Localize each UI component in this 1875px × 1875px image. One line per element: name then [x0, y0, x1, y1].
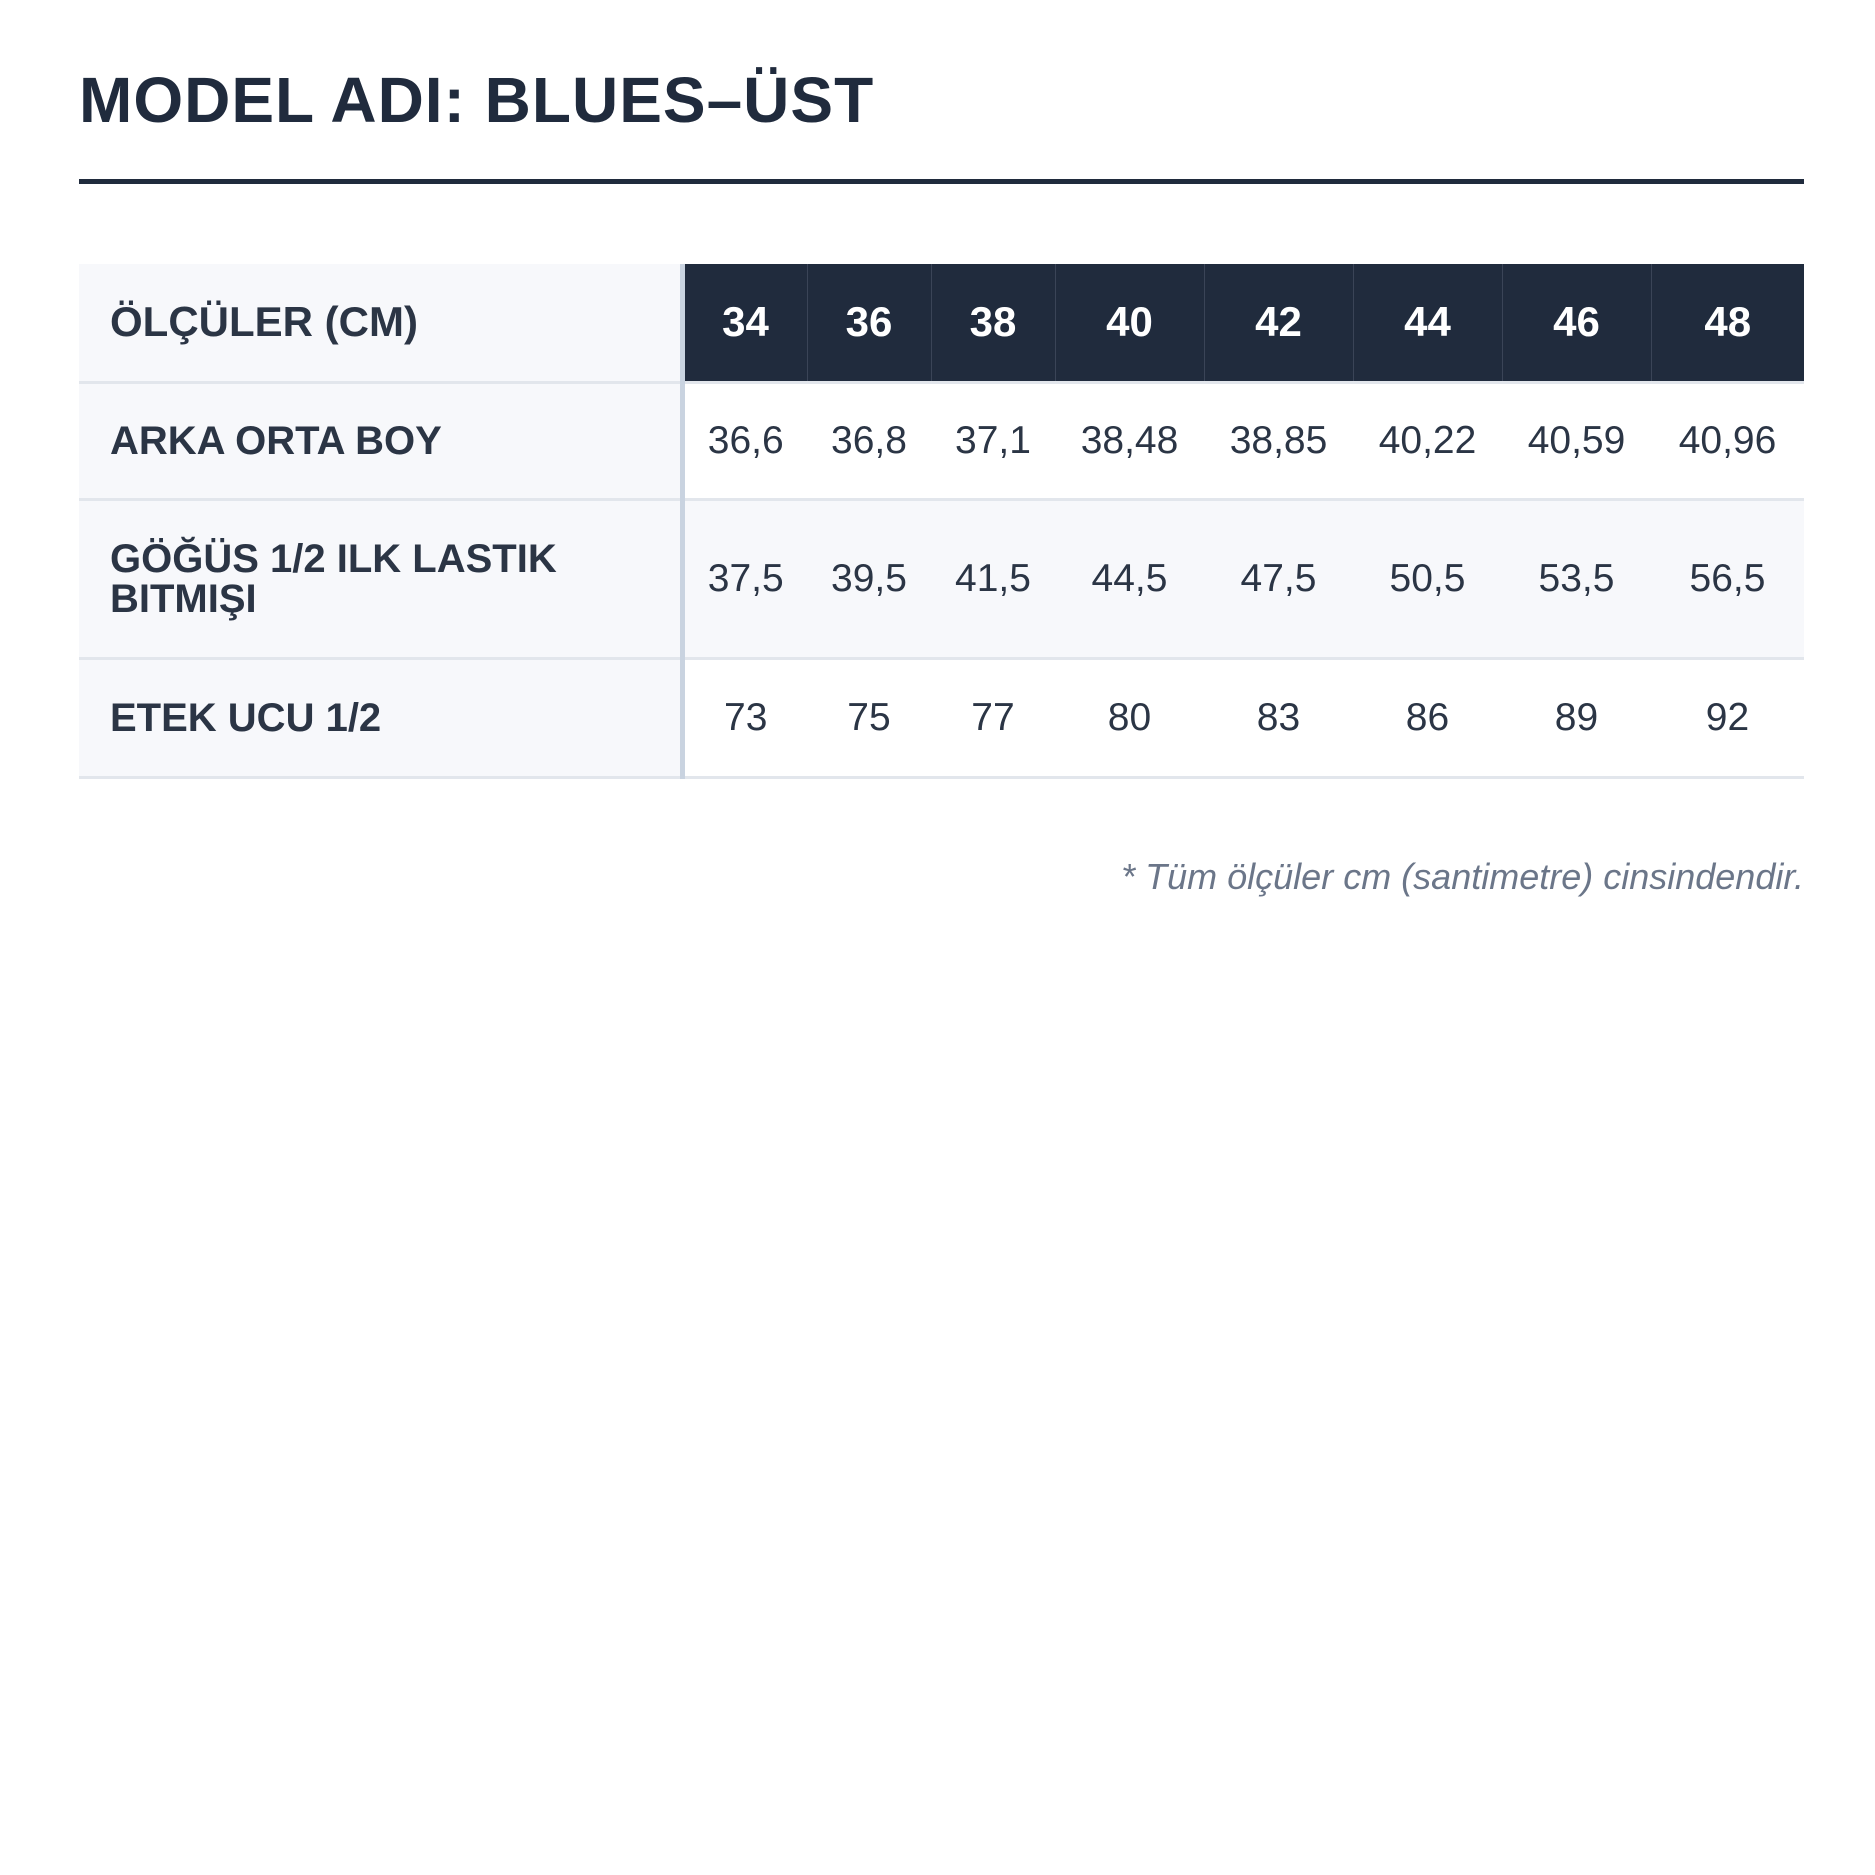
- row-label: ARKA ORTA BOY: [79, 382, 682, 499]
- size-header-42: 42: [1204, 264, 1353, 382]
- table-row: [79, 658, 1804, 777]
- table-cell: 36,8: [807, 382, 931, 499]
- table-cell: 36,6: [682, 382, 807, 499]
- table-cell: 73: [682, 658, 807, 777]
- header-label: ÖLÇÜLER (CM): [79, 264, 682, 382]
- table-cell: 44,5: [1055, 499, 1204, 658]
- row-label: ETEK UCU 1/2: [79, 658, 682, 777]
- table-cell: 41,5: [931, 499, 1055, 658]
- table-cell: 40,96: [1651, 382, 1804, 499]
- table-cell: 47,5: [1204, 499, 1353, 658]
- table-cell: 50,5: [1353, 499, 1502, 658]
- size-header-48: 48: [1651, 264, 1804, 382]
- footnote: * Tüm ölçüler cm (santimetre) cinsindendir.: [1121, 856, 1804, 897]
- table-cell: 75: [807, 658, 931, 777]
- title-divider: [79, 179, 1804, 184]
- table-cell: 77: [931, 658, 1055, 777]
- size-chart-table: [79, 264, 1804, 779]
- table-row: [79, 499, 1804, 658]
- table-cell: 38,85: [1204, 382, 1353, 499]
- table-cell: 39,5: [807, 499, 931, 658]
- row-label: GÖĞÜS 1/2 ILK LASTIK BITMIŞI: [79, 499, 682, 658]
- size-header-46: 46: [1502, 264, 1651, 382]
- table-cell: 56,5: [1651, 499, 1804, 658]
- table-cell: 80: [1055, 658, 1204, 777]
- size-header-44: 44: [1353, 264, 1502, 382]
- table-cell: 92: [1651, 658, 1804, 777]
- table-cell: 37,1: [931, 382, 1055, 499]
- table-cell: 53,5: [1502, 499, 1651, 658]
- table-cell: 37,5: [682, 499, 807, 658]
- table-cell: 40,22: [1353, 382, 1502, 499]
- size-header-34: 34: [682, 264, 807, 382]
- table-cell: 38,48: [1055, 382, 1204, 499]
- size-header-36: 36: [807, 264, 931, 382]
- table-cell: 83: [1204, 658, 1353, 777]
- table-header-row: [79, 264, 1804, 382]
- table-cell: 86: [1353, 658, 1502, 777]
- size-header-40: 40: [1055, 264, 1204, 382]
- page-title: MODEL ADI: BLUES–ÜST: [79, 64, 875, 136]
- table-row: [79, 382, 1804, 499]
- table-cell: 89: [1502, 658, 1651, 777]
- size-header-38: 38: [931, 264, 1055, 382]
- table-cell: 40,59: [1502, 382, 1651, 499]
